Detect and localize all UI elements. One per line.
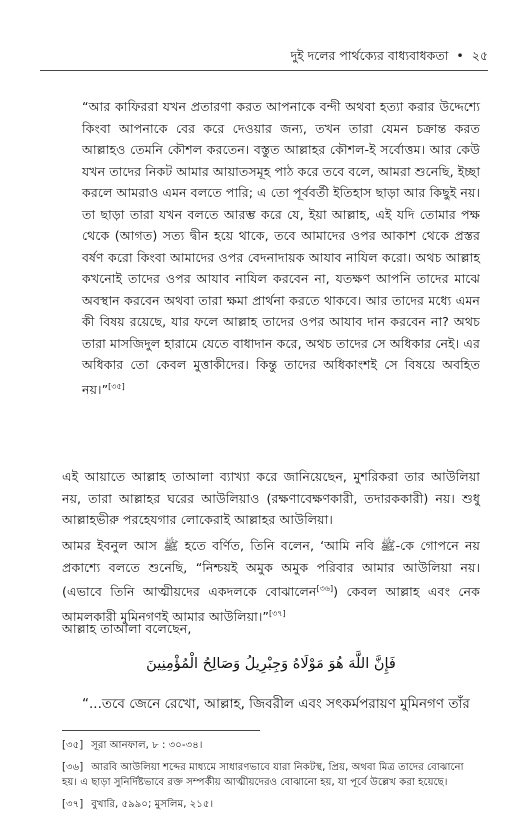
paragraph-2-part1: আমর ইবনুল আস ﷺ হতে বর্ণিত, তিনি বলেন, ‘আমি নবি ﷺ-কে গোপনে নয় প্রকাশ্যে বলতে শুনেছি, “নিশ্চয়ই অমুক অমুক পরিবার আমার আউলিয়া নয়। (এভাবে তিনি আত্মীয়দের একদলকে বোঝালেন [62, 538, 480, 600]
footnote-number: [৩৬] [62, 761, 84, 773]
footnote-36 [62, 760, 480, 791]
running-header [40, 48, 488, 68]
quran-quote [82, 96, 480, 400]
arabic-verse: فَإِنَّ اللَّهَ هُوَ مَوْلَاهُ وَجِبْرِيلُ وَصَالِحُ الْمُؤْمِنِينَ [146, 656, 396, 672]
footnote-ref-36: [৩৬] [316, 584, 334, 593]
footnote-35 [62, 738, 480, 754]
page-number: ২৫ [471, 48, 488, 63]
paragraph-3: আল্লাহ তাআলা বলেছেন, [62, 621, 192, 636]
footnote-rule [62, 730, 260, 731]
footnote-text: সূরা আনফাল, ৮ : ৩০-৩৪। [91, 740, 203, 751]
footnote-text: আরবি আউলিয়া শব্দের মাধ্যমে সাধারণভাবে যারা নিকটস্থ, প্রিয়, অথবা মিত্র তাদের বোঝানো হয়। এ ছাড়া সুনির্দিষ্টভাবে রক্ত সম্পর্কীয় আত্মীয়দেরও বোঝানো হয়, যা পূর্বে উল্লেখ করা হয়েছে। [62, 761, 464, 788]
footnote-ref-37: [৩৭] [268, 608, 286, 618]
verse-translation: “...তবে জেনে রেখো, আল্লাহ, জিবরীল এবং সৎকর্মপরায়ণ মুমিনগণ তাঁর [82, 696, 470, 712]
header-title: দুই দলের পার্থক্যের বাধ্যবাধকতা [290, 48, 449, 63]
paragraph-2 [62, 535, 480, 627]
paragraph-1: এই আয়াতে আল্লাহ তাআলা ব্যাখ্যা করে জানিয়েছেন, মুশরিকরা তার আউলিয়া নয়, তারা আল্লাহর ঘরের আউলিয়াও (রক্ষণাবেক্ষণকারী, তদারককারী) নয়। শুধু আল্লাহভীরু পরহেযগার লোকেরাই আল্লাহর আউলিয়া। [62, 469, 480, 527]
quote-text: “আর কাফিররা যখন প্রতারণা করত আপনাকে বন্দী অথবা হত্যা করার উদ্দেশ্যে কিংবা আপনাকে বের করে দেওয়ার জন্য, তখন তারা যেমন চক্রান্ত করত আল্লাহও তেমনি কৌশল করতেন। বস্তুত আল্লাহর কৌশল-ই সর্বোত্তম। আর কেউ যখন তাদের নিকট আমার আয়াতসমূহ পাঠ করে তবে বলে, আমরা শুনেছি, ইচ্ছা করলে আমরাও এমন বলতে পারি; এ তো পূর্ববর্তী ইতিহাস ছাড়া আর কিছুই নয়। তা ছাড়া তারা যখন বলতে আরম্ভ করে যে, ইয়া আল্লাহ, এই যদি তোমার পক্ষ থেকে (আগত) সত্য দ্বীন হয়ে থাকে, তবে আমাদের ওপর আকাশ থেকে প্রস্তর বর্ষণ করো কিংবা আমাদের ওপর বেদনাদায়ক আযাব নাযিল করো। অথচ আল্লাহ কখনোই তাদের ওপর আযাব নাযিল করবেন না, যতক্ষণ আপনি তাদের মাঝে অবস্থান করবেন অথবা তারা ক্ষমা প্রার্থনা করতে থাকবে। আর তাদের মধ্যে এমন কী বিষয় রয়েছে, যার ফলে আল্লাহ তাদের ওপর আযাব দান করবেন না? অথচ তারা মাসজিদুল হারামে যেতে বাধাদান করে, অথচ তাদের সে অধিকার নেই। এর অধিকার তো কেবল মুত্তাকীদের। কিন্তু তাদের অধিকাংশই সে বিষয়ে অবহিত নয়।” [82, 99, 480, 397]
footnote-37 [62, 797, 480, 813]
footnote-ref-35: [৩৫] [108, 381, 125, 391]
footnotes [62, 738, 480, 818]
header-separator: • [456, 48, 464, 63]
footnote-number: [৩৭] [62, 798, 84, 810]
footnote-number: [৩৫] [62, 740, 84, 751]
footnote-text: বুখারি, ৫৯৯০; মুসলিম, ২১৫। [91, 798, 214, 810]
header-rule [40, 70, 488, 71]
paragraph-2-part2: ) কেবল আল্লাহ এবং নেক আমলকারী মুমিনগণই আমার আউলিয়া।” [62, 584, 481, 624]
